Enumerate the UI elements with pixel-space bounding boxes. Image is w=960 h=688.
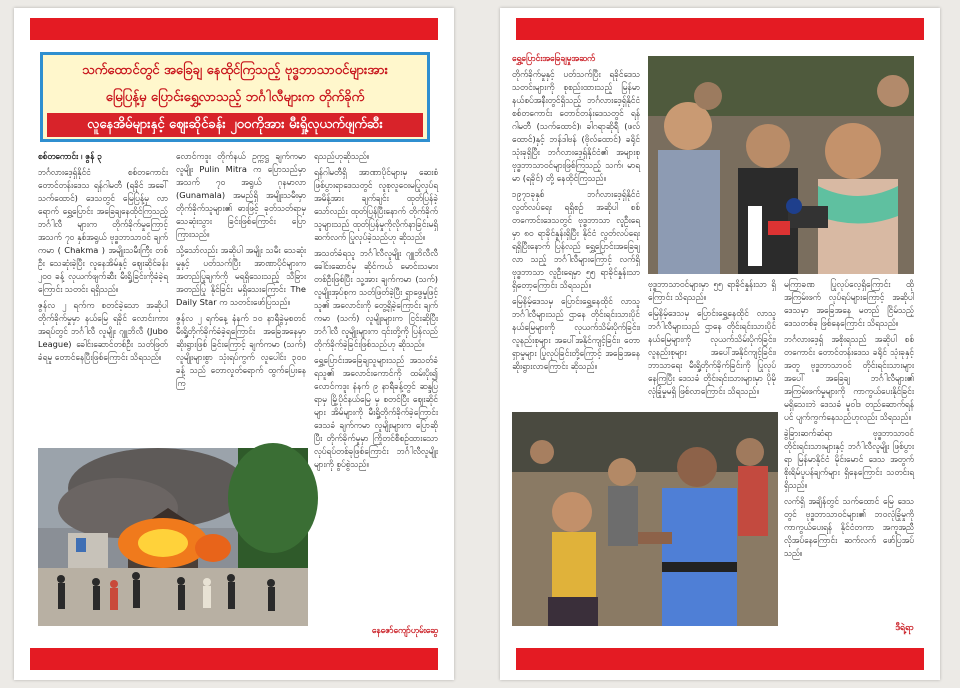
bottom-red-bar xyxy=(30,648,438,670)
paragraph: မြေနိမ့်ဒေသမှ ပြောင်းရွှေ့နေထိုင် လာသူ ဘင်္ဂါလီများသည် ဌာနေ တိုင်းရင်းသားပိုင် နယ်မြေများကို လုယက်သိမ်းပိုက်ခြင်း၊ လူနည်းစုများ အပေါ်အနိုင်ကျင့်ခြင်း၊ တောရှာမှုများ ပြုလုပ်ခြင်းတို့ကြောင့် အခြေအနေ ဆိုးရွားလာကြောင်း ဆိုသည်။ xyxy=(512,296,640,371)
continued-subhead: ရွှေ့ပြောင်းအခြေချမှုအဆက် xyxy=(512,53,596,63)
paragraph: သို့သော်လည်း အဆိုပါ အမျိုး သမီး သေဆုံးမှုနှင့် ပတ်သက်ပြီး အာဏာပိုင်များက အတည်ပြုချက်ကို မရရှိသေးသည့် သီခြားအတည်ပြု နိုင်ခြင်း မရှိသေးကြောင်း The Daily Star က သတင်းဖော်ပြသည်။ xyxy=(176,245,306,307)
paragraph: ဘင်္ဂလားဒေ့ရှ် အစိုးရသည် အဆိုပါ စစ်တကောင်း တောင်တန်းဒေသ ခရိုင် သုံးခုနှင့် အတူ ဗုဒ္ဓဘာသာဝင် တိုင်းရင်းသားများ အပေါ် အခြေချ ဘင်္ဂါလီများ၏ အကြမ်းဖက်မှုများကို ကာကွယ်ပေးနိုင်ခြင်း မရှိသေးဘဲ ဒေသခံ မူဝါဒ တည်ဆောက်ရန်ပင် ပျက်ကွက်နေသည်ဟုလည်း သိရသည်။ xyxy=(784,334,914,422)
paragraph: ရသည်ဟုဆိုသည်။ xyxy=(314,151,370,161)
article-column-2 xyxy=(176,150,306,442)
paragraph: ရန်ဂါမတီရှိ အာဏာပိုင်များမှ ဆေးစံ ဖြစ်ပွားရာဒေသတွင် လူစုလူဝေးမပြုလုပ်ရအမိန့်အား ချက်ချင်း ထုတ်ပြန်ခဲ့သော်လည်း ထုတ်ပြန်ပြီးနောက် တိုက်ခိုက်သူများသည် ထုတ်ပြန်မှုကိုလိုက်နာခြင်းမရှိ ဆက်လက် ပြုလုပ်ခဲ့သည်ဟု ဆိုသည်။ xyxy=(314,167,438,242)
paragraph: လက်ရှိ အချိန်တွင် သက်ထောင် မြေ ဒေသတွင် ဗုဒ္ဓဘာသာဝင်များ၏ ဘဝလုံခြုံမှုကို ကာကွယ်ပေးရန် နိုင်ငံတကာ အကူအညီလိုအပ်နေကြောင်း ဆက်လက် ဖော်ပြအပ်သည်။ xyxy=(784,496,914,558)
paragraph: ၁၉၇၁ခုနှစ် ဘင်္ဂလားဒေ့ရှ်နိုင်ငံ လွတ်လပ်ရေး ရရှိစဉ် အဆိုပါ စစ်တကောင်းဒေသတွင် ဗုဒ္ဓဘာသာ လူဦးရေမှာ ၈၀ ရာခိုင်နှုန်းရှိပြီး နိုင်ငံ လွတ်လပ်ရေးရရှိပြီးနောက် ပြန်လည် ရွှေ့ပြောင်းအခြေချလာ သည့် ဘင်္ဂါလီများကြောင့် လက်ရှိ ဗုဒ္ဓဘာသာ လူဦးရေမှာ ၅၅ ရာခိုင်နှုန်းသာ ရှိတော့ကြောင်း သိရသည်။ xyxy=(512,189,640,290)
police-woman-photo xyxy=(512,412,778,626)
dateline: စစ်တကောင်း ၊ ဇွန် ၃ xyxy=(38,151,103,161)
paragraph: ရွှေ့ပြောင်းအခြေချသူများသည် အသတ်ခံရသူ၏ အလောင်းကောင်ကို ထမ်းပိုး၍ လောင်ကဒူး နံနက် ၉ နာရီခန့်တွင် ဆန္ဒပြရာမှ မြို့ပိုင်နယ်မြေ မှ စတင်ပြီး ဈေးဆိုင်များ အိမ်များကို မီးရှို့တိုက်ခိုက်ခဲ့ကြောင်း ဒေသခံ ချက်ကမာ လူမျိုးများက ပြောဆိုပြီး တိုက်ခိုက်မှုမှာ ကြိုတင်စီစဉ်ထားသော လုပ်ရပ်တစ်ခုဖြစ်ကြောင်း ဘင်္ဂါလီလူမျိုးများကို စွပ်စွဲသည်။ xyxy=(314,355,438,469)
top-red-bar xyxy=(30,18,438,40)
article-column-3 xyxy=(784,278,914,618)
right-page xyxy=(500,8,940,680)
headline-line-2: မြေပြန့်မှ ပြောင်းရွှေ့လာသည့် ဘင်္ဂါလီများက တိုက်ခိုက် xyxy=(105,90,365,105)
protest-women-photo xyxy=(648,56,914,274)
article-column-1 xyxy=(512,52,640,442)
paragraph: တိုက်ခိုက်မှုနှင့် ပတ်သက်ပြီး ရခိုင်ဒေသ သတင်းများကို စုစည်းထားသည့် မြန်မာနယ်စပ်အနီးတွင်ရှိသည့် ဘင်္ဂလားဒေ့ရှ်နိုင်ငံ စစ်တကောင်း တောင်တန်းဒေသတွင် ရန်ဂါမတီ (သက်ထောင်)၊ ခါဂရာဆိုရီ (ဖလ်ထောင်)နှင့် ဘန်ဒါဗန် (ဗိုလ်ထောင်) ခရိုင်သုံးခုရှိပြီး ဘင်္ဂလားဒေ့ရှ်နိုင်ငံ၏ အများစုဗုဒ္ဓဘာသာဝင်များဖြစ်ကြသည့် သက်၊ မာရမာ (ရခိုင်) တို့ နေထိုင်ကြသည်။ xyxy=(512,69,640,183)
paragraph: ဇွန်လ ၂ ရက်က စတင်ခဲ့သော အဆိုပါ တိုက်ခိုက်မှုမှာ နယ်မြေ ရခိုင် လောင်းကားအရပ်တွင် ဘင်္ဂါလီ လူမျိုး ဂျူဘိလီ (Jubo League) ခေါင်းဆောင်တစ်ဦး သတ်ဖြတ်ခံရမှု တောင်နေပြီးဖြစ်ကြောင်း သိရသည်။ xyxy=(38,300,168,362)
paragraph: ဗုဒ္ဓဘာသာဝင်များမှာ ၅၅ ရာခိုင်နှုန်းသာ ရှိကြောင်း သိရသည်။ xyxy=(648,279,776,302)
headline-line-3: လူနေအိမ်များနှင့် ဈေးဆိုင်ခန်း ၂၀၀ကိုအား မီးရှို့လုယက်ဖျက်ဆီး xyxy=(47,113,423,137)
fire-scene-photo xyxy=(38,448,308,626)
article-column-2 xyxy=(648,278,776,396)
paragraph: ခွဲခြားဆက်ဆံရာ ဗုဒ္ဓဘာသာဝင် တိုင်းရင်းသားများနှင့် ဘင်္ဂါလီလူမျိုး ဖြစ်ပွားရာ မြန်မာနိုင်ငံ မိုင်းမောင် ဒေသ အတွက် စိုးရိမ်ပူပန်ချက်များ ရှိနေကြောင်း သတင်းရရှိသည်။ xyxy=(784,428,914,490)
paragraph: လောင်ကဒူး တိုက်နယ် ဥက္ကဋ္ဌ ချက်ကမာလူမျိုး Pulin Mitra က ပြောသည်မှာ အသက် ၇၀ အရွယ် ဂုနမာလာ (Gunamala) အမည်ရှိ အမျိုးသမီးမှာ တိုက်ခိုက်သူများ၏ ဓားဖြင့် ခုတ်သတ်ရာမှ သေဆုံးသွား ခြင်းဖြစ်ကြောင်း ပြောကြားသည်။ xyxy=(176,151,306,239)
headline-line-1: သက်ထောင်တွင် အခြေချ နေထိုင်ကြသည့် ဗုဒ္ဓဘာသာဝင်များအား xyxy=(82,63,388,78)
article-column-3 xyxy=(314,150,438,620)
bottom-red-bar xyxy=(516,648,924,670)
author-byline: ဒီရဲ့ရာ xyxy=(895,623,914,633)
left-page xyxy=(14,8,454,680)
paragraph: မကြာခဏ ပြုလုပ်လေ့ရှိကြောင်း ထို အကြမ်းဖက် လုပ်ရပ်များကြောင့် အဆိုပါဒေသမှာ အခြေအနေ မတည် ငြိမ်သည့် ဒေသတစ်ခု ဖြစ်နေကြောင်း သိရသည်။ xyxy=(784,279,914,328)
article-column-1 xyxy=(38,150,168,442)
headline-box xyxy=(40,52,430,142)
paragraph: မြေနိမ့်ဒေသမှ ပြောင်းရွှေ့နေထိုင် လာသူ ဘင်္ဂါလီများသည် ဌာနေ တိုင်းရင်းသားပိုင် နယ်မြေများကို လုယက်သိမ်းပိုက်ခြင်း၊ လူနည်းစုများ အပေါ်အနိုင်ကျင့်ခြင်း၊ ဘာသာရေး မီးရှို့တိုက်ခိုက်ခြင်းကို ပြုလုပ်နေကြပြီး ဒေသခံ တိုင်းရင်းသားများမှာ ပိုမိုလုံခြုံမှုမရှိ ဖြစ်လာကြောင်း သိရသည်။ xyxy=(648,308,776,396)
paragraph: အသတ်ခံရသူ ဘင်္ဂါလီလူမျိုး ဂျူဘိလီလီ ခေါင်းဆောင်မှ ဆိုင်ကယ် မောင်းသမားတစ်ဦးဖြစ်ပြီး သူ့အား ချက်ကမာ (သက်) လူမျိုးအုပ်စုက သတ်ဖြတ်ခဲ့ပြီး ရှာဖွေမှုဖြင့် သူ၏ အလောင်းကို တွေ့ရှိခဲ့ကြောင်း ချက်ကမာ (သက်) လူမျိုးများက ငြင်းဆိုပြီး ဘင်္ဂါလီ လူမျိုးများက ၎င်းတို့ကို ပြန်လည်တိုက်ခိုက်ခဲ့ခြင်းဖြစ်သည်ဟု ဆိုသည်။ xyxy=(314,248,438,349)
paragraph: ဇွန်လ ၂ ရက်နေ့ နံနက် ၁၀ နာရီခွဲမှစတင် မီးရှို့တိုက်ခိုက်ခံခဲ့ရကြောင်း အခြေအနေမှာ ဆိုးရွားဖြစ် ခြင်းကြောင့် ချက်ကမာ (သက်) လူမျိုးများစွာ သုံးရပ်ကွက် လူပေါင်း ၃၀၀ ခန့် သည် တောလှုတ်ရောက် ထွက်ပြေးနေကြ xyxy=(176,313,306,388)
top-red-bar xyxy=(516,18,924,40)
photo-credit: နေဇော်ကျော်ဟုမ်းဆွေ xyxy=(371,625,438,635)
paragraph: ဘင်္ဂလားဒေ့ရှ်နိုင်ငံ စစ်တကောင်း တောင်တန်းဒေသ ရန်ဂါမတီ (ရခိုင် အခေါ် သက်ထောင်) ဒေသတွင် မြေပြန့်မှ လာရောက် ရွှေ့ပြောင်း အခြေချနေထိုင်ကြသည့် ဘင်္ဂါလီ များက တိုက်ခိုက်မှုကြောင့် အသက် ၇၀ နှစ်အရွယ် ဗုဒ္ဓဘာသာဝင် ချက်ကမာ ( Chakma ) အမျိုးသမီးကြီး တစ်ဦး သေဆုံးခဲ့ပြီး လူနေအိမ်နှင့် ဈေးဆိုင်ခန်း ၂၀၀ ခန့် လုယက်ဖျက်ဆီး မီးရှို့ခြင်းကိုခံခဲ့ရကြောင်း သတင်း ရရှိသည်။ xyxy=(38,167,168,294)
